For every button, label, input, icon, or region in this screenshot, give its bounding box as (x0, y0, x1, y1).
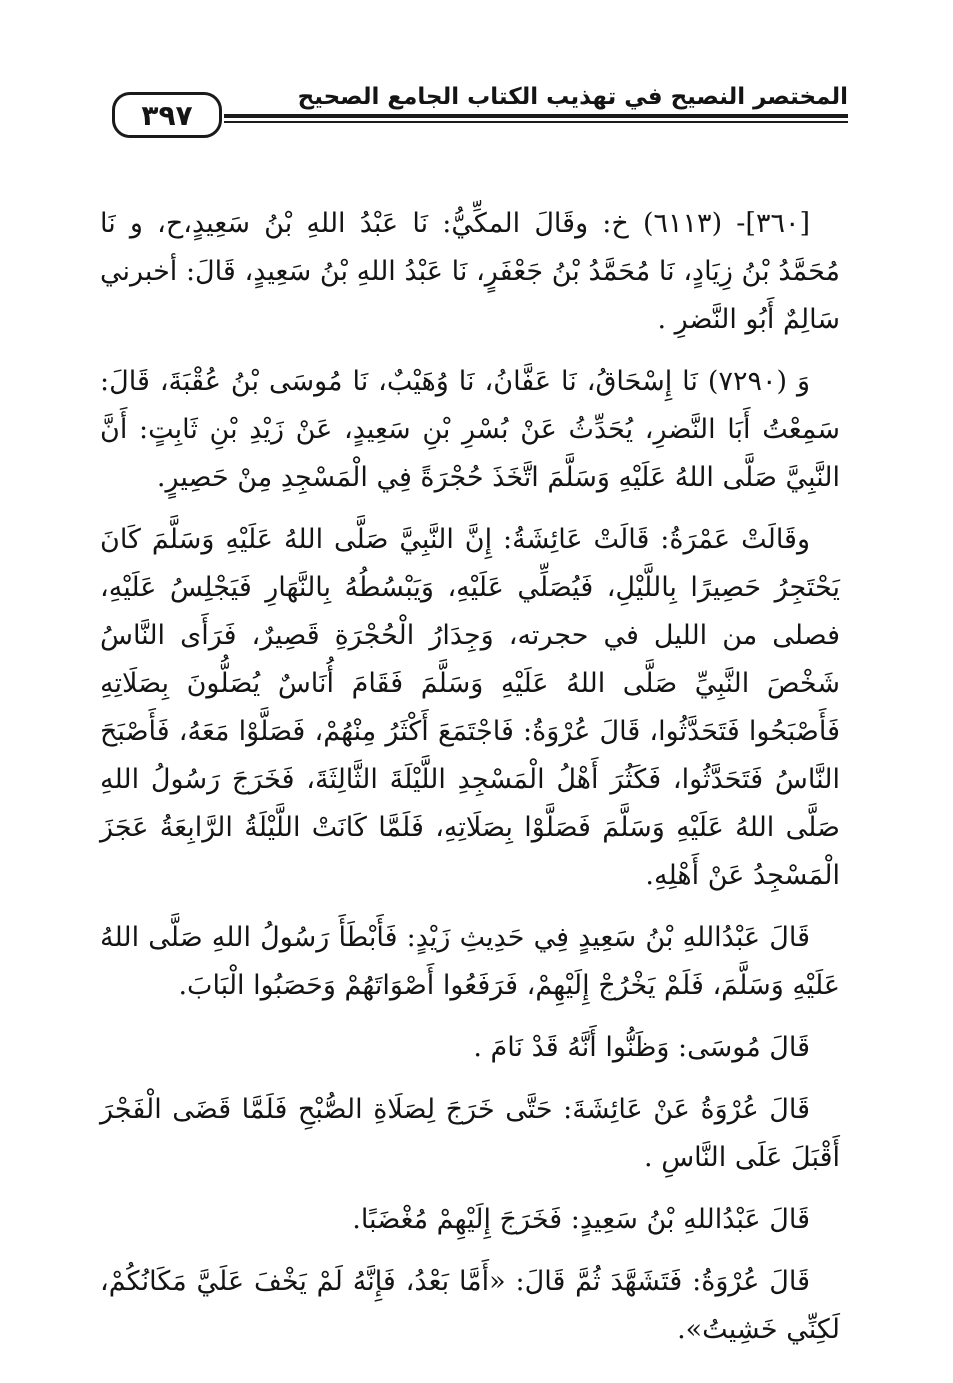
hadith-paragraph: قَالَ عَبْدُاللهِ بْنُ سَعِيدٍ فِي حَدِيثِ زَيْدٍ: فَأَبْطَأَ رَسُولُ اللهِ صَلَّى اللهُ عَلَيْهِ وَسَلَّمَ، فَلَمْ يَخْرُجْ إِلَيْهِمْ، فَرَفَعُوا أَصْوَاتَهُمْ وَحَصَبُوا الْبَابَ. (100, 922, 840, 1001)
page-number: ٣٩٧ (141, 98, 193, 132)
hadith-paragraph: قَالَ عُرْوَةُ: فَتَشَهَّدَ ثُمَّ قَالَ: «أَمَّا بَعْدُ، فَإِنَّهُ لَمْ يَخْفَ عَلَيَّ مَكَانُكُمْ، لَكِنِّي خَشِيتُ». (100, 1266, 840, 1345)
page-number-frame (112, 92, 222, 138)
running-title: المختصر النصيح في تهذيب الكتاب الجامع الصحيح (297, 84, 848, 110)
hadith-paragraph: وَ (٧٢٩٠) نَا إِسْحَاقُ، نَا عَفَّانُ، نَا وُهَيْبٌ، نَا مُوسَى بْنُ عُقْبَةَ، قَالَ: سَمِعْتُ أَبَا النَّضرِ، يُحَدِّثُ عَنْ بُسْرِ بْنِ سَعِيدٍ، عَنْ زَيْدِ بْنِ ثَابِتٍ: أَنَّ النَّبِيَّ صَلَّى اللهُ عَلَيْهِ وَسَلَّمَ اتَّخَذَ حُجْرَةً فِي الْمَسْجِدِ مِنْ حَصِيرٍ. (100, 366, 840, 493)
hadith-paragraph: قَالَ مُوسَى: وَظَنُّوا أَنَّهُ قَدْ نَامَ . (473, 1032, 810, 1063)
header-rule-thin (224, 121, 848, 123)
hadith-paragraph: قَالَ عُرْوَةُ عَنْ عَائِشَةَ: حَتَّى خَرَجَ لِصَلَاةِ الصُّبْحِ فَلَمَّا قَضَى الْفَجْرَ أَقْبَلَ عَلَى النَّاسِ . (100, 1094, 840, 1173)
hadith-paragraph: قَالَ عَبْدُاللهِ بْنُ سَعِيدٍ: فَخَرَجَ إِلَيْهِمْ مُغْضَبًا. (352, 1204, 810, 1235)
page-body (100, 200, 840, 1368)
header-rule (224, 114, 848, 118)
hadith-paragraph: [٣٦٠]- (٦١١٣) خ: وقَالَ المكِّيُّ: نَا عَبْدُ اللهِ بْنُ سَعِيدٍ،ح، و نَا مُحَمَّدُ بْنُ زِيَادٍ، نَا مُحَمَّدُ بْنُ جَعْفَرٍ، نَا عَبْدُ اللهِ بْنُ سَعِيدٍ، قَالَ: أخبرني سَالِمٌ أَبُو النَّضرِ . (100, 208, 840, 335)
hadith-paragraph: وقَالَتْ عَمْرَةُ: قَالَتْ عَائِشَةُ: إِنَّ النَّبِيَّ صَلَّى اللهُ عَلَيْهِ وَسَلَّمَ كَانَ يَحْتَجِرُ حَصِيرًا بِاللَّيْلِ، فَيُصَلِّي عَلَيْهِ، وَيَبْسُطُهُ بِالنَّهَارِ فَيَجْلِسُ عَلَيْهِ، فصلى من الليل في حجرته، وَجِدَارُ الْحُجْرَةِ قَصِيرٌ، فَرَأَى النَّاسُ شَخْصَ النَّبِيِّ صَلَّى اللهُ عَلَيْهِ وَسَلَّمَ فَقَامَ أُنَاسٌ يُصَلُّونَ بِصَلَاتِهِ فَأَصْبَحُوا فَتَحَدَّثُوا، قَالَ عُرْوَةُ: فَاجْتَمَعَ أَكْثَرُ مِنْهُمْ، فَصَلَّوْا مَعَهُ، فَأَصْبَحَ النَّاسُ فَتَحَدَّثُوا، فَكَثُرَ أَهْلُ الْمَسْجِدِ اللَّيْلَةَ الثَّالِثَةَ، فَخَرَجَ رَسُولُ اللهِ صَلَّى اللهُ عَلَيْهِ وَسَلَّمَ فَصَلَّوْا بِصَلَاتِهِ، فَلَمَّا كَانَتْ اللَّيْلَةُ الرَّابِعَةُ عَجَزَ الْمَسْجِدُ عَنْ أَهْلِهِ. (100, 524, 840, 891)
